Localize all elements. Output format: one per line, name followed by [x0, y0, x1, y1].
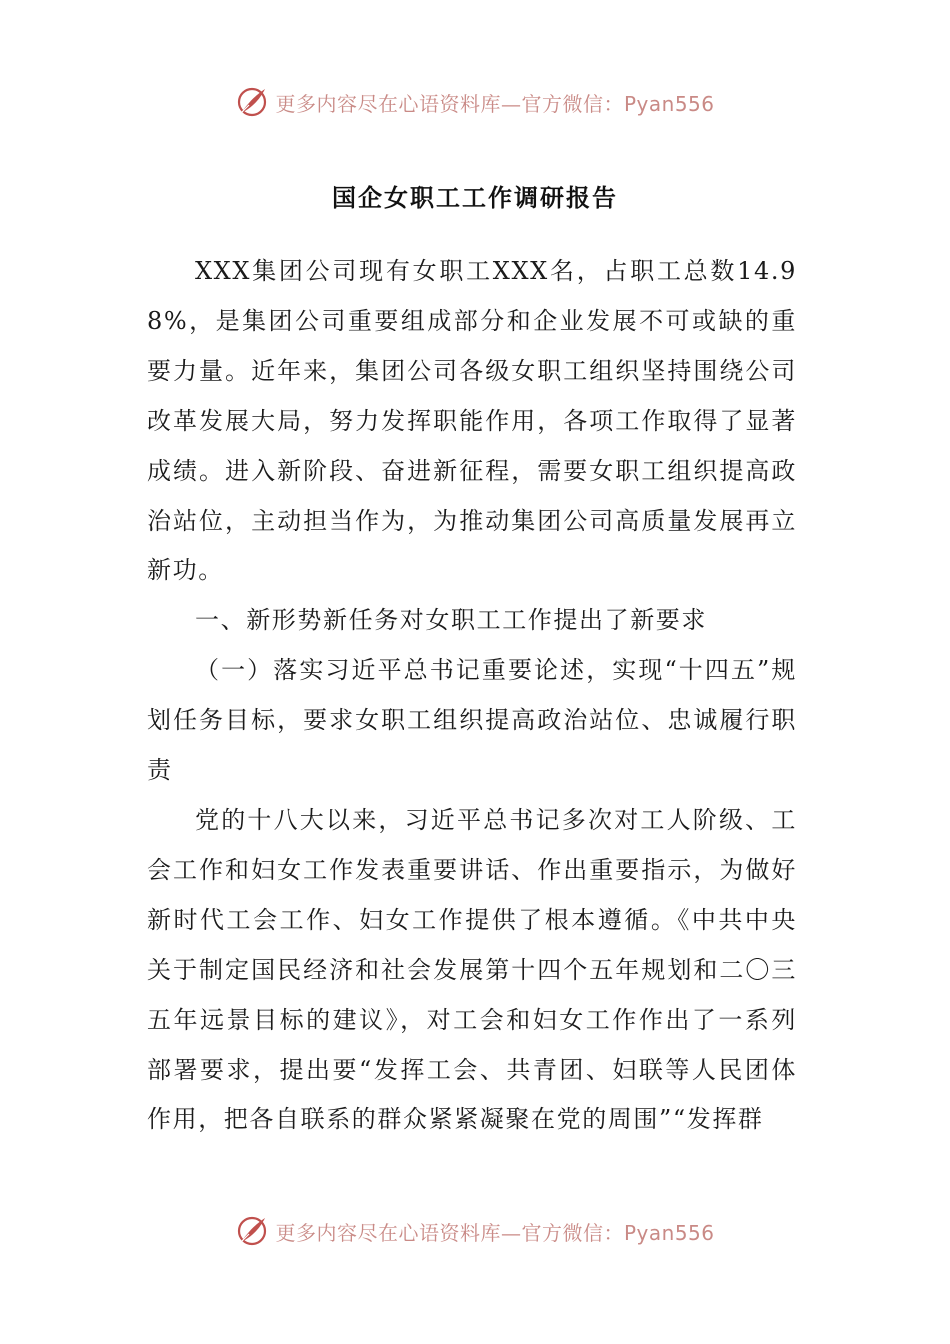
- paragraph-intro: XXX集团公司现有女职工XXX名，占职工总数14.98%，是集团公司重要组成部分和企业发展不可或缺的重要力量。近年来，集团公司各级女职工组织坚持围绕公司改革发展大局，努力发挥职能作用，各项工作取得了显著成绩。进入新阶段、奋进新征程，需要女职工组织提高政治站位，主动担当作为，为推动集团公司高质量发展再立新功。: [147, 257, 797, 585]
- quill-logo-icon: [235, 1214, 269, 1248]
- quill-logo-icon: [235, 85, 269, 119]
- watermark-wechat-id: Pyan556: [623, 91, 715, 116]
- watermark-wechat-id: Pyan556: [623, 1220, 715, 1245]
- document-title: 国企女职工工作调研报告: [332, 184, 618, 212]
- footer-watermark: [0, 1211, 950, 1251]
- watermark-text: 更多内容尽在心语资料库—官方微信：Pyan556: [275, 1220, 715, 1245]
- paragraph-body-1: 党的十八大以来，习近平总书记多次对工人阶级、工会工作和妇女工作发表重要讲话、作出重要指示，为做好新时代工会工作、妇女工作提供了根本遵循。《中共中央关于制定国民经济和社会发展第十四个五年规划和二〇三五年远景目标的建议》，对工会和妇女工作作出了一系列部署要求，提出要“发挥工会、共青团、妇联等人民团体作用，把各自联系的群众紧紧凝聚在党的周围”“发挥群: [147, 805, 797, 1134]
- section-heading-1: 一、新形势新任务对女职工工作提出了新要求: [195, 606, 707, 635]
- subsection-heading-1: （一）落实习近平总书记重要论述，实现“十四五”规划任务目标，要求女职工组织提高政治站位、忠诚履行职责: [147, 656, 797, 785]
- watermark-text: 更多内容尽在心语资料库—官方微信：Pyan556: [275, 91, 715, 116]
- document-body: [147, 247, 797, 1145]
- header-watermark: [0, 82, 950, 122]
